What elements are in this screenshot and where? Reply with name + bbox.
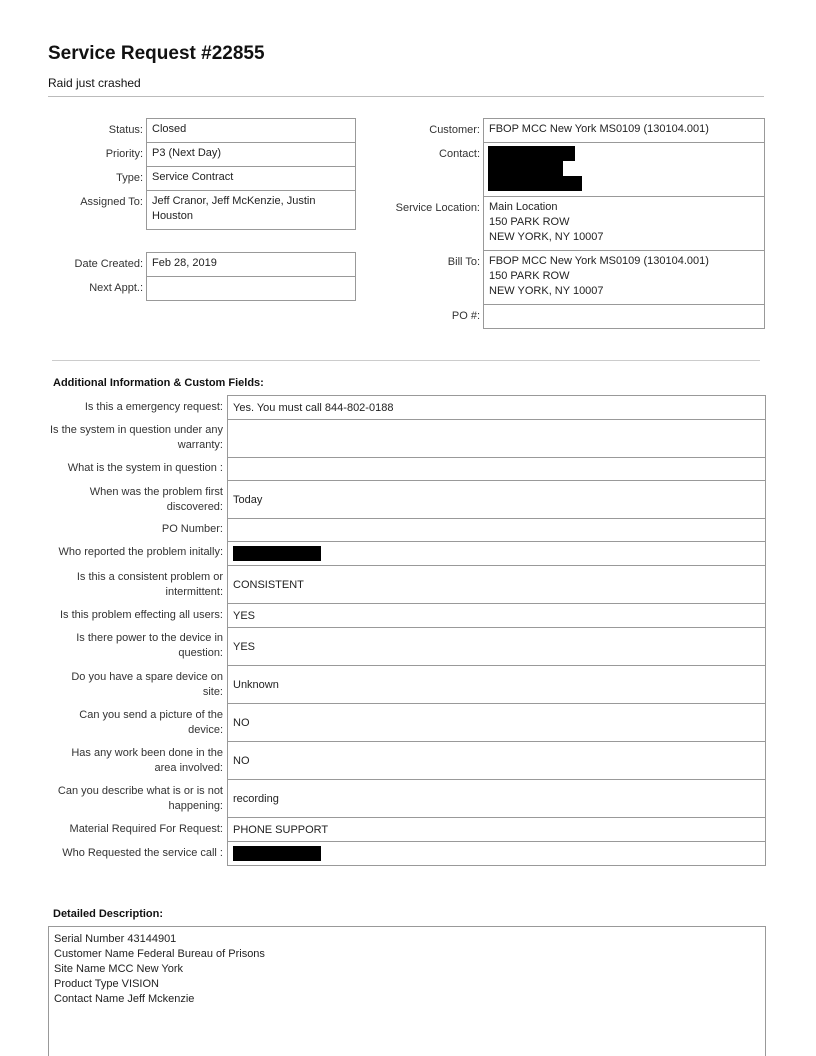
address-line: Main Location bbox=[489, 201, 558, 213]
cf-value: NO bbox=[227, 741, 766, 780]
cf-value: YES bbox=[227, 603, 766, 628]
service-location-value bbox=[483, 196, 765, 251]
cf-label: Material Required For Request: bbox=[69, 823, 223, 835]
cf-value bbox=[227, 457, 766, 481]
cf-value bbox=[227, 518, 766, 542]
type-value: Service Contract bbox=[146, 166, 356, 191]
priority-value: P3 (Next Day) bbox=[146, 142, 356, 167]
page-subtitle: Raid just crashed bbox=[48, 76, 141, 90]
cf-label: PO Number: bbox=[161, 523, 223, 535]
contact-label: Contact: bbox=[439, 148, 480, 160]
cf-label: Is this problem effecting all users: bbox=[59, 609, 223, 621]
assigned-value: Jeff Cranor, Jeff McKenzie, Justin Houston bbox=[146, 190, 356, 230]
address-line: FBOP MCC New York MS0109 (130104.001) bbox=[489, 255, 709, 267]
description-line: Contact Name Jeff Mckenzie bbox=[54, 993, 195, 1005]
custom-fields-heading: Additional Information & Custom Fields: bbox=[53, 377, 264, 389]
status-value: Closed bbox=[146, 118, 356, 143]
description-line: Serial Number 43144901 bbox=[54, 933, 177, 945]
divider bbox=[52, 360, 760, 361]
address-line: NEW YORK, NY 10007 bbox=[489, 285, 604, 297]
cf-value: Yes. You must call 844-802-0188 bbox=[227, 395, 766, 420]
cf-label: Do you have a spare device on site: bbox=[71, 671, 223, 698]
cf-label: Can you send a picture of the device: bbox=[79, 709, 223, 736]
contact-value bbox=[483, 142, 765, 197]
cf-value: Unknown bbox=[227, 665, 766, 704]
cf-value: PHONE SUPPORT bbox=[227, 817, 766, 842]
address-line: NEW YORK, NY 10007 bbox=[489, 231, 604, 243]
cf-label: Can you describe what is or is not happening: bbox=[57, 785, 223, 812]
cf-label: Has any work been done in the area involved: bbox=[71, 747, 223, 774]
next-appt-label: Next Appt.: bbox=[89, 282, 143, 294]
date-created-value: Feb 28, 2019 bbox=[146, 252, 356, 277]
cf-label: When was the problem first discovered: bbox=[89, 486, 223, 513]
description-box bbox=[48, 926, 766, 1056]
description-line: Product Type VISION bbox=[54, 978, 159, 990]
cf-value: NO bbox=[227, 703, 766, 742]
description-line: Site Name MCC New York bbox=[54, 963, 183, 975]
cf-label: Is this a emergency request: bbox=[84, 401, 223, 413]
cf-label: Who Requested the service call : bbox=[62, 847, 223, 859]
po-label: PO #: bbox=[451, 310, 480, 322]
status-label: Status: bbox=[108, 124, 143, 136]
cf-value bbox=[227, 841, 766, 866]
next-appt-value bbox=[146, 276, 356, 301]
divider bbox=[48, 96, 764, 97]
cf-value: Today bbox=[227, 480, 766, 519]
cf-value bbox=[227, 541, 766, 566]
cf-value: CONSISTENT bbox=[227, 565, 766, 604]
redacted-block bbox=[233, 846, 321, 861]
bill-to-label: Bill To: bbox=[447, 256, 480, 268]
type-label: Type: bbox=[116, 172, 143, 184]
priority-label: Priority: bbox=[105, 148, 143, 160]
cf-label: Is this a consistent problem or intermittent: bbox=[76, 571, 223, 598]
cf-value: recording bbox=[227, 779, 766, 818]
customer-value: FBOP MCC New York MS0109 (130104.001) bbox=[483, 118, 765, 143]
bill-to-value bbox=[483, 250, 765, 305]
redacted-block bbox=[488, 176, 582, 191]
cf-label: Is there power to the device in question: bbox=[76, 632, 223, 659]
redacted-block bbox=[488, 161, 563, 176]
po-value bbox=[483, 304, 765, 329]
address-line: 150 PARK ROW bbox=[489, 216, 570, 228]
date-created-label: Date Created: bbox=[74, 258, 143, 270]
description-heading: Detailed Description: bbox=[53, 908, 164, 920]
cf-value: YES bbox=[227, 627, 766, 666]
address-line: 150 PARK ROW bbox=[489, 270, 570, 282]
service-location-label: Service Location: bbox=[395, 202, 480, 214]
customer-label: Customer: bbox=[429, 124, 480, 136]
assigned-label: Assigned To: bbox=[80, 196, 143, 208]
page-title: Service Request #22855 bbox=[48, 43, 265, 64]
cf-label: Is the system in question under any warranty: bbox=[49, 424, 223, 451]
cf-label: What is the system in question : bbox=[67, 462, 223, 474]
cf-label: Who reported the problem initally: bbox=[58, 546, 223, 558]
cf-value bbox=[227, 419, 766, 458]
description-line: Customer Name Federal Bureau of Prisons bbox=[54, 948, 265, 960]
redacted-block bbox=[488, 146, 575, 161]
redacted-block bbox=[233, 546, 321, 561]
